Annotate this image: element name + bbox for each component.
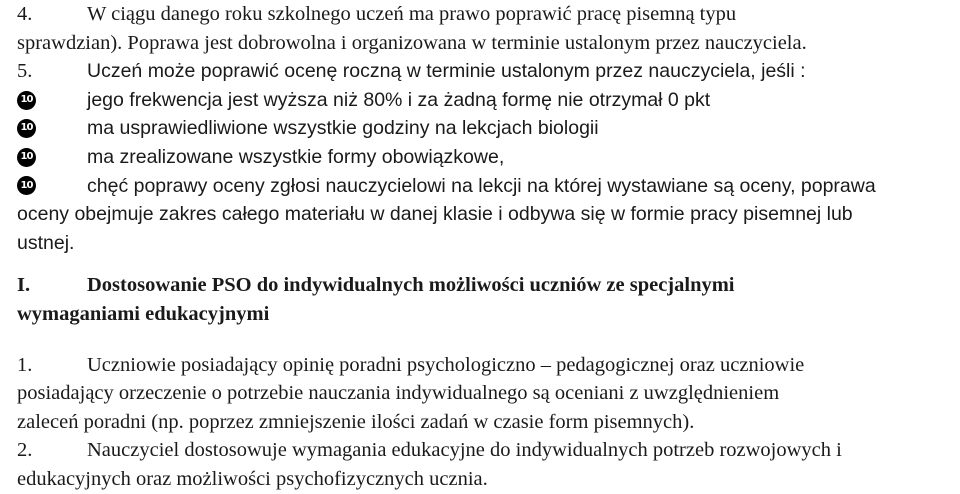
numbered-circle-icon: 10: [17, 148, 36, 167]
section-heading-line-1: [17, 271, 954, 300]
numbered-circle-icon: 10: [17, 119, 36, 138]
section-title-1: Dostosowanie PSO do indywidualnych możliwości uczniów ze specjalnymi: [87, 274, 735, 297]
point-1-line-2: posiadający orzeczenie o potrzebie nauczania indywidualnego są oceniani z uwzględnieniem: [17, 382, 780, 405]
item-4-number: 4.: [17, 3, 33, 25]
item-5-intro: [17, 57, 954, 86]
item-5-bullet-4: [17, 172, 954, 201]
item-5-number: 5.: [17, 60, 33, 83]
numbered-circle-icon: 10: [17, 176, 36, 195]
item-5-bullet-3: [17, 143, 954, 172]
numbered-circle-icon: 10: [17, 91, 36, 110]
point-2-number: 2.: [17, 439, 33, 462]
spacer: [17, 257, 954, 271]
point-2-line-1: [17, 436, 954, 465]
point-2-line-2: edukacyjnych oraz możliwości psychofizycznych ucznia.: [17, 467, 488, 490]
bullet-text: chęć poprawy oceny zgłosi nauczycielowi na lekcji na której wystawiane są oceny, poprawa: [87, 174, 876, 197]
bullet-text: ma usprawiedliwione wszystkie godziny na lekcjach biologii: [87, 117, 599, 140]
point-1-line-1: [17, 351, 954, 380]
section-number: I.: [17, 274, 31, 297]
section-heading-line-2: wymaganiami edukacyjnymi: [17, 302, 270, 325]
bullet-text: ma zrealizowane wszystkie formy obowiązkowe,: [87, 145, 505, 168]
point-1-text-1: Uczniowie posiadający opinię poradni psychologiczno – pedagogicznej oraz uczniowie: [87, 353, 805, 376]
bullet-text: jego frekwencja jest wyższa niż 80% i za żadną formę nie otrzymał 0 pkt: [87, 88, 711, 111]
point-1-line-3: zaleceń poradni (np. poprzez zmniejszenie ilości zadań w czasie form pisemnych).: [17, 410, 695, 433]
spacer: [17, 329, 954, 351]
point-1-number: 1.: [17, 353, 33, 376]
item-5-intro-text: Uczeń może poprawić ocenę roczną w terminie ustalonym przez nauczyciela, jeśli :: [87, 60, 806, 83]
item-5-continuation-2: ustnej.: [17, 231, 75, 254]
item-5-continuation-1: oceny obejmuje zakres całego materiału w danej klasie i odbywa się w formie pracy pisemnej lub: [17, 203, 853, 226]
item-4-text-1: W ciągu danego roku szkolnego uczeń ma prawo poprawić pracę pisemną typu: [87, 3, 737, 25]
item-4-line-2: sprawdzian). Poprawa jest dobrowolna i organizowana w terminie ustalonym przez nauczyciela.: [17, 31, 807, 54]
item-5-bullet-2: [17, 114, 954, 143]
item-5-bullet-1: [17, 86, 954, 115]
item-4-line-1: [17, 0, 954, 29]
point-2-text-1: Nauczyciel dostosowuje wymagania edukacyjne do indywidualnych potrzeb rozwojowych i: [87, 439, 842, 462]
